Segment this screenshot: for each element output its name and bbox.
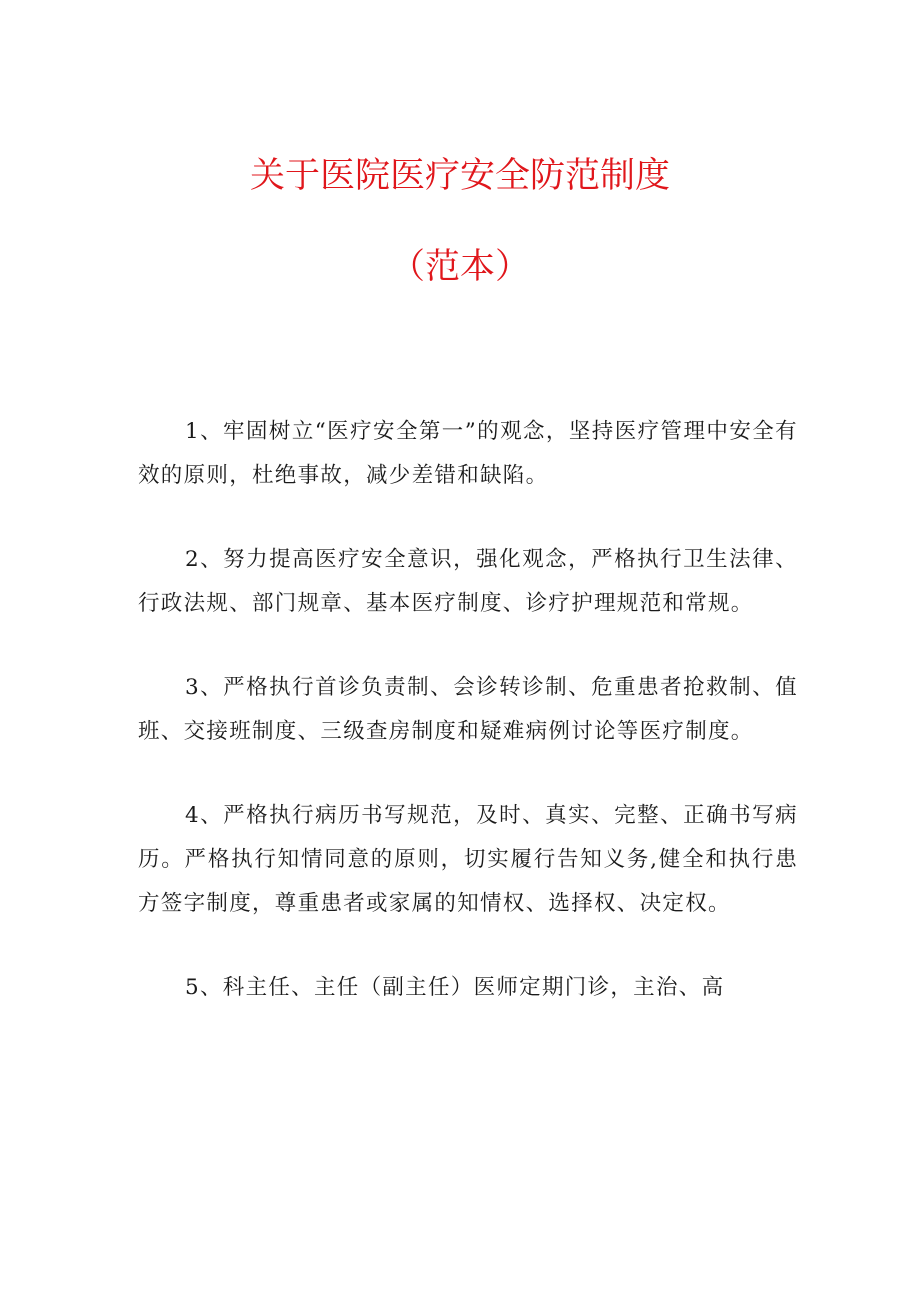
paragraph-2: 2、努力提高医疗安全意识，强化观念，严格执行卫生法律、行政法规、部门规章、基本医疗制度、诊疗护理规范和常规。 [138,547,798,616]
paragraph-1: 1、牢固树立“医疗安全第一”的观念，坚持医疗管理中安全有效的原则，杜绝事故，减少差错和缺陷。 [138,419,798,488]
document-subtitle: （范本） [389,247,530,287]
paragraph-4: 4、严格执行病历书写规范，及时、真实、完整、正确书写病历。严格执行知情同意的原则，切实履行告知义务,健全和执行患方签字制度，尊重患者或家属的知情权、选择权、决定权。 [138,803,798,916]
paragraph-5: 5、科主任、主任（副主任）医师定期门诊，主治、高 [185,975,725,1000]
document-body [138,410,798,1010]
paragraph-3: 3、严格执行首诊负责制、会诊转诊制、危重患者抢救制、值班、交接班制度、三级查房制度和疑难病例讨论等医疗制度。 [138,675,798,744]
document-title: 关于医院医疗安全防范制度 [249,156,670,196]
